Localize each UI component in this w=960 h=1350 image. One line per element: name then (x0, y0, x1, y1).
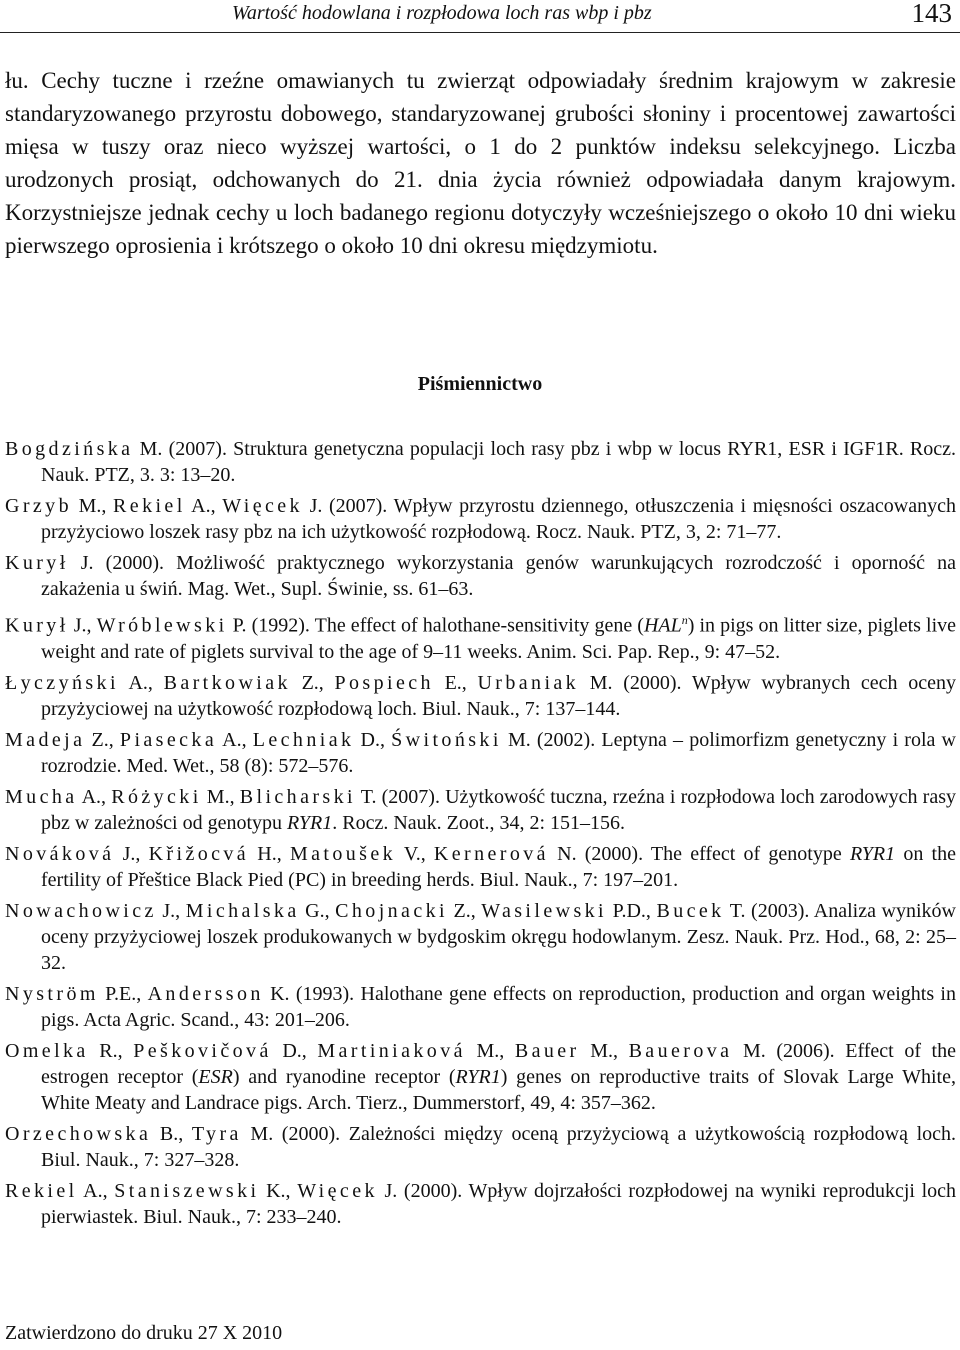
reference-author: Chojnacki (335, 900, 448, 923)
reference-text: ) in pigs on litter size, piglets live weight and rate of piglets survival to the age of 9–11 weeks. Anim. Sci. Pap. Rep., 9: 47–52. (41, 614, 957, 663)
reference-text: M. (2002). Leptyna – polimorfizm genetyczny i rola w rozrodzie. Med. Wet., 58 (8): 572–576. (41, 729, 957, 777)
reference-text: M. (2000). Wpływ wybranych cech oceny przyżyciowej na użytkowość rozpłodową loch. Biul. Nauk., 7: 137–144. (41, 672, 956, 720)
references-list (5, 437, 956, 1236)
reference-author: Nyström (5, 983, 99, 1006)
reference-mucha-2007 (5, 785, 956, 837)
reference-text: J., (156, 900, 186, 923)
reference-author: Grzyb (5, 495, 72, 518)
reference-text: R., (88, 1040, 134, 1063)
reference-author: Nováková (5, 843, 115, 866)
reference-author: Pospiech (334, 672, 434, 695)
references-heading: Piśmiennictwo (417, 373, 543, 395)
reference-text: T. (2007). Użytkowość tuczna, rzeźna i rozpłodowa loch zarodowych rasy pbz w zależności od genotypu (41, 786, 956, 835)
reference-text: J., (68, 614, 97, 637)
reference-author: Andersson (147, 983, 264, 1006)
reference-author: Omelka (5, 1040, 89, 1063)
reference-author: Bartkowiak (163, 672, 291, 695)
reference-text: T. (2003). Analiza wyników oceny przyżyciowej loszek produkowanych w bydgoskim okręgu hodowlanym. Zesz. Nauk. Prz. Hod., 68, 2: 25–32. (41, 900, 956, 974)
reference-nystrom-1993 (5, 982, 956, 1034)
reference-text: G., (299, 900, 336, 923)
reference-author: Więcek (222, 495, 303, 518)
reference-text: P.D., (607, 900, 657, 923)
reference-text: M. (2007). Struktura genetyczna populacji loch rasy pbz i wbp w locus RYR1, ESR i IGF1R. Rocz. Nauk. PTZ, 3. 3: 13–20. (41, 438, 956, 486)
reference-text: A., (77, 786, 112, 809)
reference-italic-term: ESR (198, 1066, 233, 1089)
reference-author: Michalska (185, 900, 300, 923)
reference-madeja-2002 (5, 728, 956, 780)
reference-author: Rekiel (5, 1180, 78, 1203)
reference-text: on the fertility of Přeštice Black Pied (PC) in breeding herds. Biul. Nauk., 7: 197–201. (41, 843, 956, 892)
reference-text: E., (433, 672, 478, 695)
reference-text: M., (579, 1040, 629, 1063)
reference-author: Martiniaková (317, 1040, 466, 1063)
reference-omelka-2006 (5, 1039, 956, 1116)
reference-text: J. (2000). Możliwość praktycznego wykorzystania genów warunkujących rozrodczość i oporność na zakażenia u świń. Mag. Wet., Supl. Świnie, ss. 61–63. (41, 552, 956, 600)
reference-text: M. (2000). Zależności między oceną przyżyciową a użytkowością rozpłodową loch. Biul. Nauk., 7: 327–328. (41, 1123, 957, 1172)
reference-kuryl-1992 (5, 608, 956, 665)
reference-nowachowicz-2003 (5, 899, 956, 976)
reference-author: Tyra (191, 1123, 242, 1146)
reference-author: Świtoński (391, 729, 502, 752)
reference-text: ) genes on reproductive traits of Slovak Large White, White Meaty and Landrace pigs. Arch. Tierz., Dummerstorf, 49, 4: 357–362. (41, 1066, 956, 1114)
reference-author: Urbaniak (477, 672, 580, 695)
reference-text: M., (465, 1040, 515, 1063)
reference-superscript: n (681, 613, 688, 628)
reference-author: Blicharski (239, 786, 356, 809)
reference-text: J., (114, 843, 149, 866)
running-header (0, 0, 960, 34)
reference-text: . Rocz. Nauk. Zoot., 34, 2: 151–156. (332, 812, 625, 835)
reference-text: Z., (290, 672, 335, 695)
reference-author: Wróblewski (96, 614, 228, 637)
reference-author: Piasecka (119, 729, 218, 752)
reference-text: J. (2000). Wpływ dojrzałości rozpłodowej na wyniki reprodukcji loch pierwiastek. Biul. Nauk., 7: 233–240. (41, 1180, 957, 1229)
reference-text: D., (354, 729, 392, 752)
reference-text: Z., (85, 729, 120, 752)
reference-grzyb-2007 (5, 494, 956, 546)
reference-text: A., (185, 495, 223, 518)
reference-text: Z., (447, 900, 482, 923)
reference-text: V., (396, 843, 434, 866)
reference-author: Łyczyński (5, 672, 119, 695)
reference-novakova-2000 (5, 842, 956, 894)
reference-author: Bucek (656, 900, 725, 923)
reference-author: Kurył (5, 614, 69, 637)
reference-text: A., (77, 1180, 115, 1203)
header-rule (0, 32, 960, 33)
reference-author: Kurył (5, 552, 69, 575)
reference-text: M. (2006). Effect of the estrogen receptor ( (41, 1040, 956, 1089)
reference-text: B., (151, 1123, 192, 1146)
reference-text: H., (249, 843, 290, 866)
reference-text: K., (259, 1180, 298, 1203)
body-paragraph: łu. Cechy tuczne i rzeźne omawianych tu zwierząt odpowiadały średnim krajowym w zakresie standaryzowanego przyrostu dobowego, standaryzowanej grubości słoniny i procentowej zawartości mięsa w tuszy oraz nieco wyższej wartości, o 1 do 2 punktów indeksu selekcyjnego. Liczba urodzonych prosiąt, odchowanych do 21. dnia życia również odpowiadała danym krajowym. Korzystniejsze jednak cechy u loch badanego regionu dotyczyły wcześniejszego o około 10 dni wieku pierwszego oprosienia i krótszego o około 10 dni okresu międzymiotu. (5, 68, 956, 258)
reference-author: Rekiel (113, 495, 186, 518)
reference-italic-term: RYR1 (287, 812, 333, 835)
reference-author: Bauerova (628, 1040, 733, 1063)
reference-author: Mucha (5, 786, 78, 809)
page-number: 143 (911, 0, 952, 28)
reference-author: Nowachowicz (5, 900, 157, 923)
reference-author: Różycki (111, 786, 202, 809)
reference-text: M., (71, 495, 114, 518)
reference-author: Więcek (297, 1180, 378, 1203)
reference-text: K. (1993). Halothane gene effects on reproduction, production and organ weights in pigs. Acta Agric. Scand., 43: 201–206. (41, 983, 956, 1032)
reference-lyczynski-2000 (5, 671, 956, 723)
reference-rekiel-2000 (5, 1179, 956, 1231)
reference-bogdzinska-2007 (5, 437, 956, 489)
reference-text: J. (2007). Wpływ przyrostu dziennego, otłuszczenia i mięsności oszacowanych przyżyciowo loszek rasy pbz na ich użytkowość rozpłodową. Rocz. Nauk. PTZ, 3, 2: 71–77. (41, 495, 956, 543)
reference-author: Staniszewski (114, 1180, 260, 1203)
reference-text: ) and ryanodine receptor ( (232, 1066, 456, 1089)
reference-author: Matoušek (289, 843, 397, 866)
reference-text: A., (217, 729, 253, 752)
reference-text: D., (271, 1040, 318, 1063)
reference-author: Bogdzińska (5, 438, 134, 460)
reference-author: Bauer (514, 1040, 580, 1063)
approval-note: Zatwierdzono do druku 27 X 2010 (5, 1322, 283, 1344)
reference-author: Křižocvá (148, 843, 250, 866)
reference-text: P.E., (98, 983, 148, 1006)
reference-text: N. (2000). The effect of genotype (548, 843, 850, 866)
reference-italic-term: RYR1 (849, 843, 896, 866)
reference-author: Peškovičová (133, 1040, 272, 1063)
running-header-title: Wartość hodowlana i rozpłodowa loch ras wbp i pbz (232, 2, 652, 24)
reference-italic-term: HAL (643, 614, 682, 637)
reference-author: Madeja (5, 729, 86, 752)
reference-orzechowska-2000 (5, 1122, 956, 1174)
reference-text: A., (118, 672, 164, 695)
reference-author: Wasilewski (481, 900, 608, 923)
reference-text: M., (201, 786, 240, 809)
reference-text: P. (1992). The effect of halothane-sensitivity gene ( (227, 614, 644, 637)
reference-author: Orzechowska (5, 1123, 152, 1146)
reference-author: Kernerová (433, 843, 549, 866)
reference-italic-term: RYR1 (455, 1066, 501, 1089)
reference-author: Lechniak (252, 729, 355, 752)
reference-kuryl-2000 (5, 551, 956, 603)
